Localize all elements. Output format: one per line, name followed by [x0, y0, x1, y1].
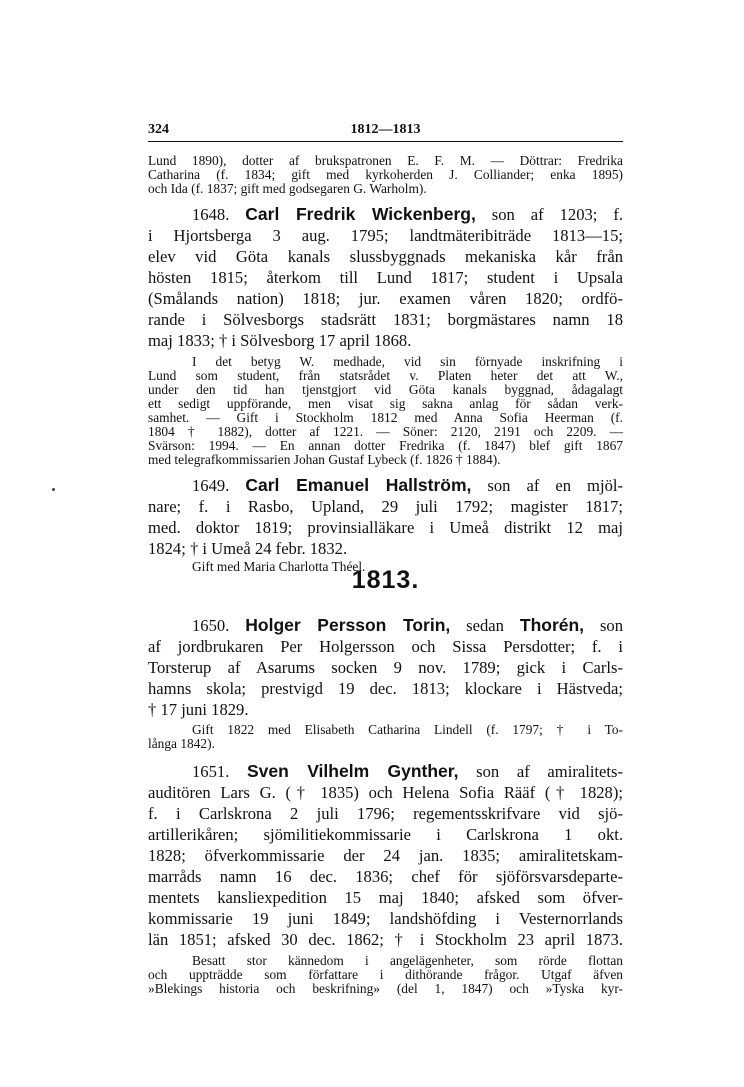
running-header	[148, 122, 623, 142]
text-line: Lund 1890), dotter af brukspatronen E. F. M. — Döttrar: Fredrika	[148, 153, 623, 168]
text-line: och uppträdde som författare i dithörande frågor. Utgaf äfven	[148, 967, 623, 982]
text-line: Torsterup af Asarums socken 9 nov. 1789; gick i Carls-	[148, 658, 623, 677]
text-line: med telegrafkommissarien Johan Gustaf Lybeck (f. 1826 † 1884).	[148, 452, 501, 467]
text-line: län 1851; afsked 30 dec. 1862; † i Stockholm 23 april 1873.	[148, 930, 623, 949]
text-line: I det betyg W. medhade, vid sin förnyade inskrifning i	[192, 354, 623, 369]
text-line: 1648. Carl Fredrik Wickenberg, son af 1203; f.	[192, 204, 624, 224]
text-line: och Ida (f. 1837; gift med godsegaren G. Warholm).	[148, 181, 427, 196]
text-line: af jordbrukaren Per Holgersson och Sissa Persdotter; f. i	[148, 637, 623, 656]
text-line: 1649. Carl Emanuel Hallström, son af en mjöl-	[192, 475, 624, 495]
text-line: Gift med Maria Charlotta Théel.	[192, 559, 366, 574]
text-line: Besatt stor kännedom i angelägenheter, som rörde flottan	[192, 953, 623, 968]
text-line: långa 1842).	[148, 736, 215, 751]
text-line: 1828; öfverkommissarie der 24 jan. 1835; amiralitetskam-	[148, 846, 623, 865]
text-line: i Hjortsberga 3 aug. 1795; landtmäteribiträde 1813—15;	[148, 226, 623, 245]
text-line: Gift 1822 med Elisabeth Catharina Lindell (f. 1797; † i To-	[192, 722, 623, 737]
text-line: rande i Sölvesborgs stadsrätt 1831; borgmästares namn 18	[148, 310, 623, 329]
text-line: marråds namn 16 dec. 1836; chef för sjöförsvarsdeparte-	[148, 867, 623, 886]
text-line: med. doktor 1819; provinsialläkare i Umeå distrikt 12 maj	[148, 518, 623, 537]
text-line: ett sedigt uppförande, men visat sig sakna anlag för sådan verk-	[148, 396, 623, 411]
text-line: »Blekings historia och beskrifning» (del 1, 1847) och »Tyska kyr-	[148, 981, 623, 996]
text-line: † 17 juni 1829.	[148, 700, 249, 719]
page-number: 324	[148, 122, 169, 137]
text-line: kommissarie 19 juni 1849; landshöfding i Vesternorrlands	[148, 909, 623, 928]
margin-speck	[52, 488, 55, 491]
text-line: mentets kansliexpedition 15 maj 1840; afsked som öfver-	[148, 888, 623, 907]
text-line: hösten 1815; återkom till Lund 1817; student i Upsala	[148, 268, 623, 287]
text-line: 1824; † i Umeå 24 febr. 1832.	[148, 539, 348, 558]
text-line: hamns skola; prestvigd 19 dec. 1813; klockare i Hästveda;	[148, 679, 623, 698]
text-line: artillerikåren; sjömilitiekommissarie i Carlskrona 1 okt.	[148, 825, 623, 844]
text-line: (Smålands nation) 1818; jur. examen våren 1820; ordfö-	[148, 289, 623, 308]
header-rule	[148, 141, 623, 142]
text-line: samhet. — Gift i Stockholm 1812 med Anna Sofia Heerman (f.	[148, 410, 623, 425]
text-line: nare; f. i Rasbo, Upland, 29 juli 1792; magister 1817;	[148, 497, 623, 516]
text-line: Catharina (f. 1834; gift med kyrkoherden J. Colliander; enka 1895)	[148, 167, 623, 182]
text-line: auditören Lars G. († 1835) och Helena Sofia Rääf († 1828);	[148, 783, 623, 802]
text-line: under den tid han tjenstgjort vid Göta kanals byggnad, ådagalagt	[148, 382, 623, 397]
running-head-years: 1812—1813	[350, 122, 421, 137]
text-line: Svärson: 1994. — En annan dotter Fredrika (f. 1847) blef gift 1867	[148, 438, 623, 453]
text-line: 1650. Holger Persson Torin, sedan Thorén, son	[192, 615, 624, 635]
text-line: Lund som student, från statsrådet v. Platen heter det att W.,	[148, 368, 623, 383]
section-year-heading: 1813.	[351, 566, 420, 594]
text-line: f. i Carlskrona 2 juli 1796; regementsskrifvare vid sjö-	[148, 804, 623, 823]
text-line: maj 1833; † i Sölvesborg 17 april 1868.	[148, 331, 412, 350]
text-line: 1651. Sven Vilhelm Gynther, son af amiralitets-	[192, 761, 623, 781]
text-line: 1804 † 1882), dotter af 1221. — Söner: 2120, 2191 och 2209. —	[148, 424, 623, 439]
text-line: elev vid Göta kanals slussbyggnads mekaniska kår från	[148, 247, 623, 266]
